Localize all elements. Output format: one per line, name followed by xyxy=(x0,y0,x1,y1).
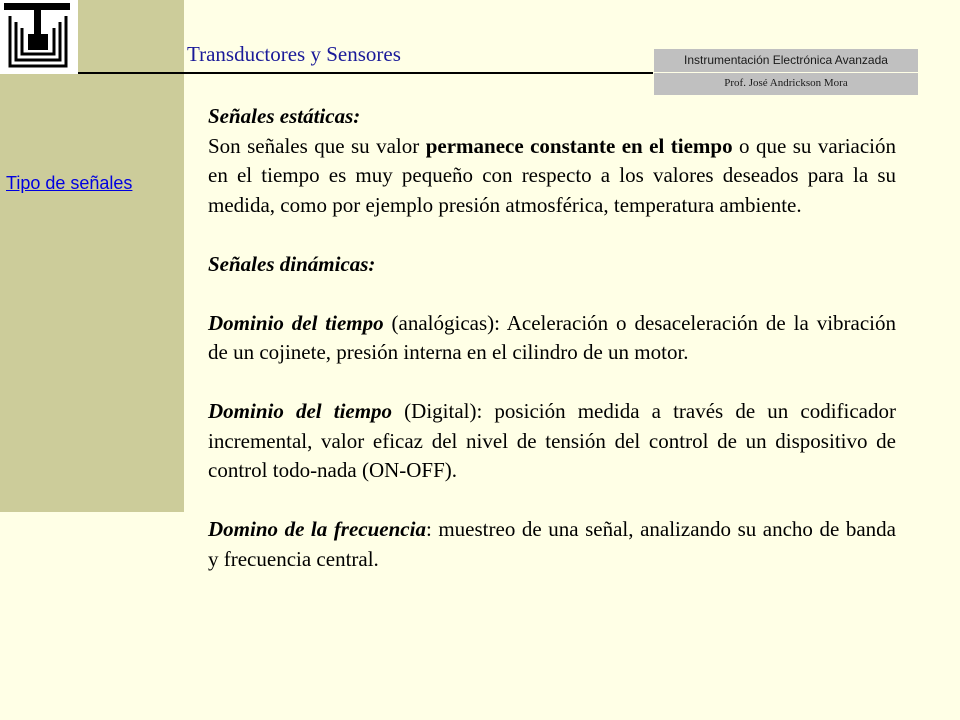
course-info-box xyxy=(654,49,918,95)
course-name: Instrumentación Electrónica Avanzada xyxy=(684,53,888,67)
static-text-1: Son señales que su valor xyxy=(208,133,426,158)
frequency-term: Domino de la frecuencia xyxy=(208,517,426,541)
header-divider xyxy=(78,72,653,74)
static-text-2: o que su variación en el tiempo es muy pequeño con respecto a los valores deseados para la su medida, como por ejemplo presión atmosférica, temperatura ambiente. xyxy=(208,133,896,217)
page-title: Transductores y Sensores xyxy=(187,42,401,66)
time-digital-term: Dominio del tiempo xyxy=(208,399,393,423)
time-analog-paragraph xyxy=(208,309,896,368)
course-divider xyxy=(654,72,918,73)
time-analog-term: Dominio del tiempo xyxy=(208,310,384,335)
time-digital-paragraph xyxy=(208,397,896,486)
frequency-paragraph xyxy=(208,515,896,574)
institution-logo xyxy=(0,0,78,74)
frequency-text: : muestreo de una señal, analizando su ancho de banda y frecuencia central. xyxy=(208,517,896,571)
sidebar xyxy=(0,0,184,512)
time-digital-text: (Digital): posición medida a través de un codificador incremental, valor eficaz del nivel de tensión del control de un dispositivo de control todo-nada (ON-OFF). xyxy=(208,399,896,482)
static-signals-heading: Señales estáticas: xyxy=(208,104,361,128)
nav-link-tipo-de-senales[interactable]: Tipo de señales xyxy=(6,173,133,193)
slide-content xyxy=(208,102,896,574)
professor-name: Prof. José Andrickson Mora xyxy=(724,77,848,89)
static-text-bold: permanece constante en el tiempo xyxy=(425,133,733,158)
time-analog-text: (analógicas): Aceleración o desaceleración de la vibración de un cojinete, presión interna en el cilindro de un motor. xyxy=(208,310,897,364)
static-signals-paragraph xyxy=(208,132,896,221)
dynamic-signals-heading: Señales dinámicas: xyxy=(208,251,376,276)
